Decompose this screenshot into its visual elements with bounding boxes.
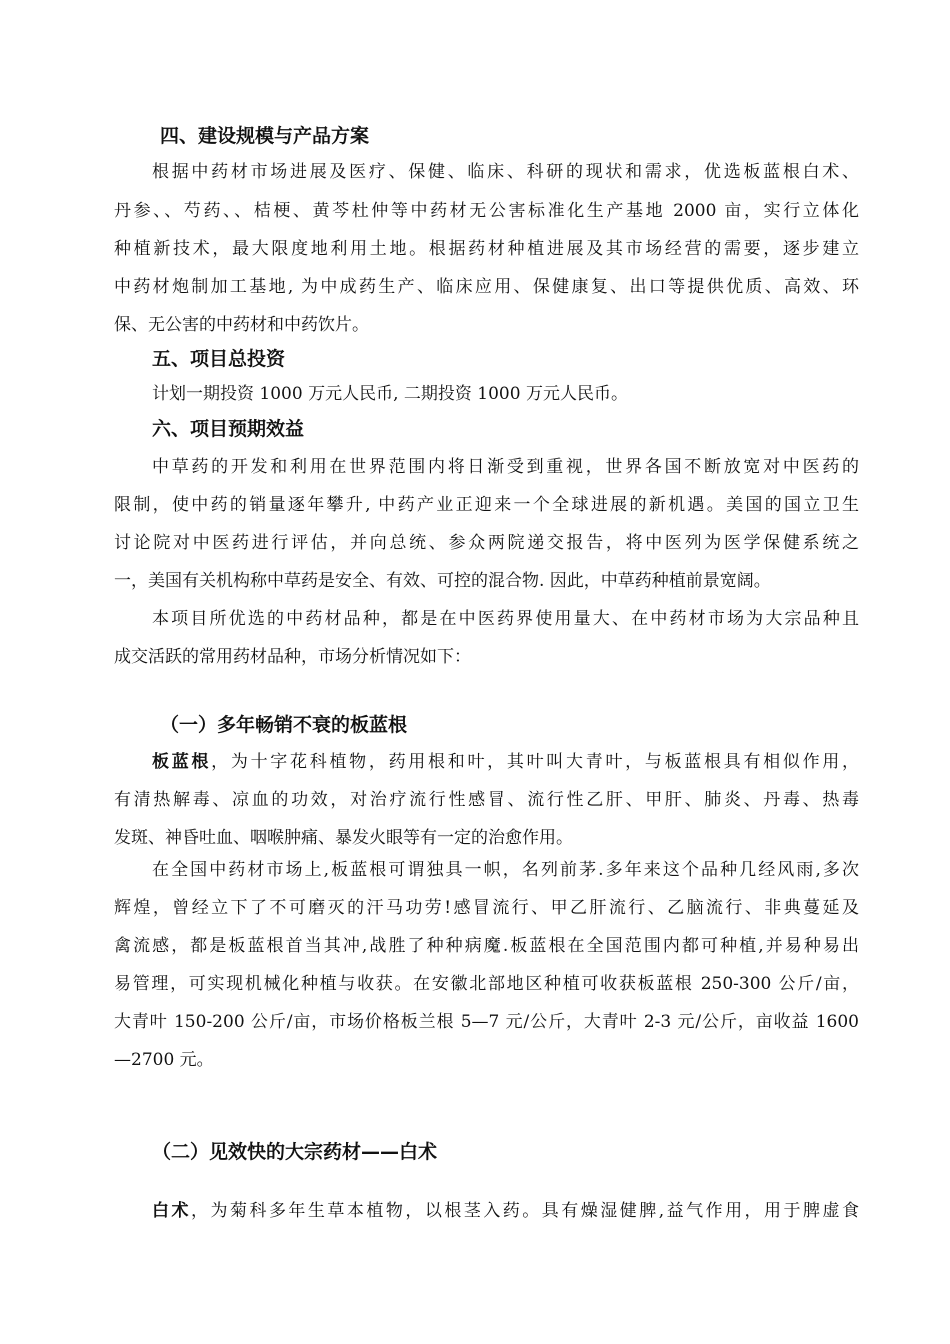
paragraph-line: 一，美国有关机构称中草药是安全、有效、可控的混合物. 因此，中草药种植前景宽阔。 [114,571,771,591]
term-baizhu: 白术 [152,1201,191,1221]
paragraph-line: 大青叶 150-200 公斤/亩，市场价格板兰根 5—7 元/公斤，大青叶 2-3 元/公斤，亩收益 1600 [114,1012,859,1032]
paragraph-text: ，为十字花科植物，药用根和叶，其叶叫大青叶，与板蓝根具有相似作用， [211,752,860,772]
section-heading-expected-benefits: 六、项目预期效益 [152,418,305,440]
section-heading-total-investment: 五、项目总投资 [152,348,286,370]
term-banlangen: 板蓝根 [152,752,212,772]
paragraph-line: —2700 元。 [114,1050,214,1070]
section-heading-scale-and-products: 四、建设规模与产品方案 [160,125,370,147]
paragraph-line: 成交活跃的常用药材品种，市场分析情况如下： [114,647,471,667]
paragraph-line: 本项目所优选的中药材品种，都是在中医药界使用量大、在中药材市场为大宗品种且 [152,609,859,629]
paragraph-line: 辉煌，曾经立下了不可磨灭的汗马功劳!感冒流行、甲乙肝流行、乙脑流行、非典蔓延及 [114,898,859,918]
paragraph-line [152,750,859,774]
paragraph-line: 种植新技术，最大限度地利用土地。根据药材种植进展及其市场经营的需要，逐步建立 [114,239,859,259]
paragraph-line: 根据中药材市场进展及医疗、保健、临床、科研的现状和需求，优选板蓝根白术、 [152,162,859,182]
paragraph-line: 丹参、、芍药、、桔梗、黄芩杜仲等中药材无公害标准化生产基地 2000 亩，实行立体化 [114,201,859,221]
subsection-heading-baizhu: （二）见效快的大宗药材——白术 [152,1141,438,1163]
paragraph-line: 易管理，可实现机械化种植与收获。在安徽北部地区种植可收获板蓝根 250-300 公斤/亩， [114,974,859,994]
paragraph-line: 讨论院对中医药进行评估，并向总统、参众两院递交报告，将中医列为医学保健系统之 [114,533,859,553]
paragraph-line: 有清热解毒、凉血的功效，对治疗流行性感冒、流行性乙肝、甲肝、肺炎、丹毒、热毒 [114,790,859,810]
paragraph-line: 计划一期投资 1000 万元人民币, 二期投资 1000 万元人民币。 [152,384,628,404]
paragraph-text: ，为菊科多年生草本植物，以根茎入药。具有燥湿健脾,益气作用，用于脾虚食 [190,1201,860,1221]
paragraph-line: 中草药的开发和利用在世界范围内将日渐受到重视，世界各国不断放宽对中医药的 [152,457,859,477]
subsection-heading-banlangen: （一）多年畅销不衰的板蓝根 [160,714,408,736]
paragraph-line [152,1199,859,1223]
paragraph-line: 中药材炮制加工基地, 为中成药生产、临床应用、保健康复、出口等提供优质、高效、环 [114,277,859,297]
paragraph-line: 在全国中药材市场上,板蓝根可谓独具一帜，名列前茅.多年来这个品种几经风雨,多次 [152,860,859,880]
paragraph-line: 发斑、神昏吐血、咽喉肿痛、暴发火眼等有一定的治愈作用。 [114,828,573,848]
paragraph-line: 保、无公害的中药材和中药饮片。 [114,315,369,335]
paragraph-line: 禽流感，都是板蓝根首当其冲,战胜了种种病魔.板蓝根在全国范围内都可种植,并易种易出 [114,936,859,956]
paragraph-line: 限制，使中药的销量逐年攀升, 中药产业正迎来一个全球进展的新机遇。美国的国立卫生 [114,495,859,515]
